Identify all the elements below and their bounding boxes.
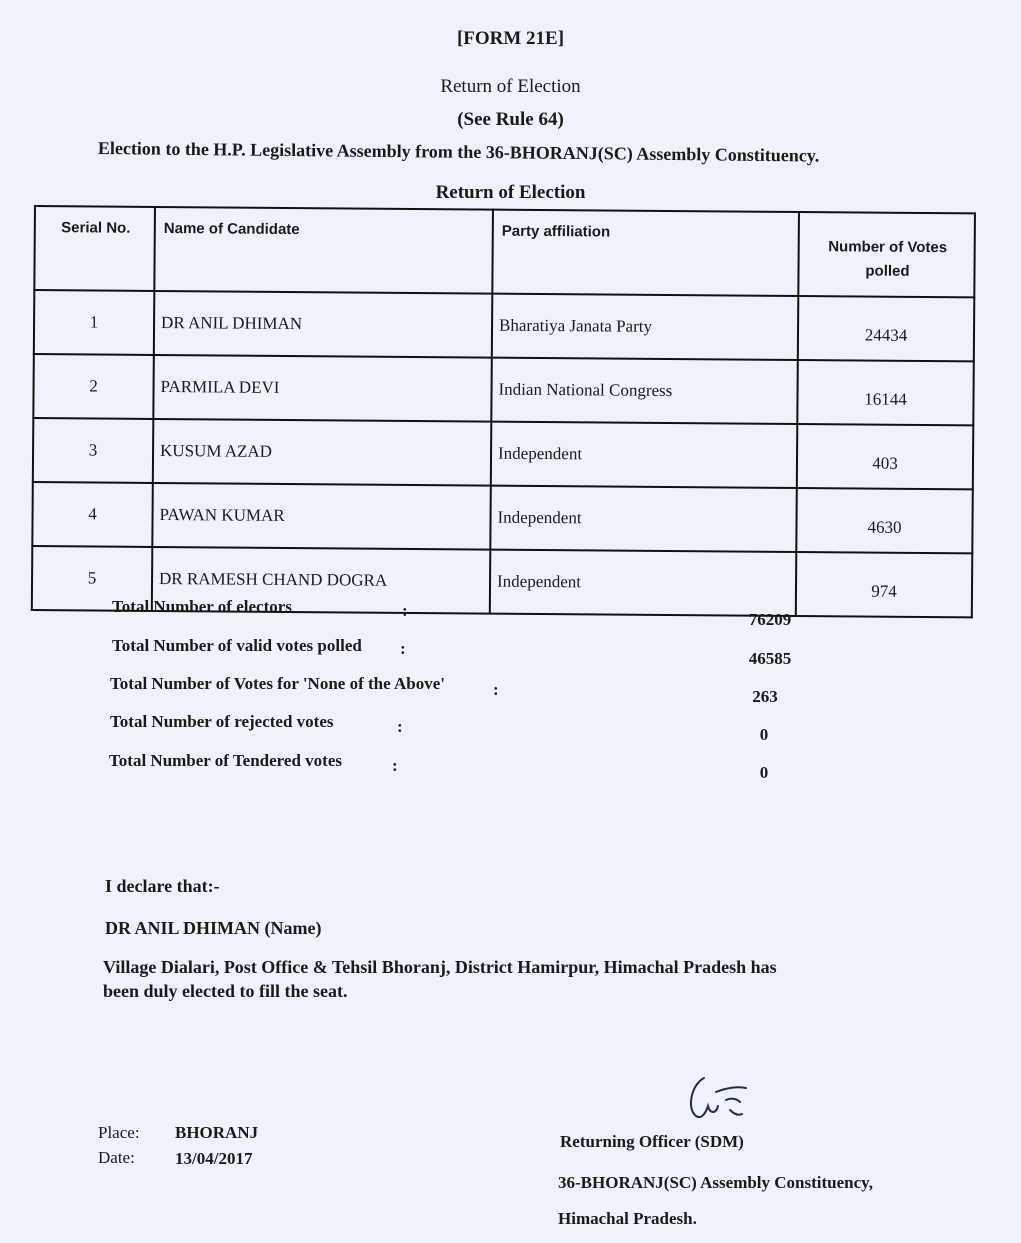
total-valid-votes-colon: :	[400, 639, 406, 658]
votes-cell: 4630	[796, 488, 972, 553]
election-heading: Election to the H.P. Legislative Assembly from the 36-BHORANJ(SC) Assembly Constituency.	[97, 138, 820, 166]
candidate-name-cell: KUSUM AZAD	[153, 419, 491, 486]
date-label: Date:	[98, 1148, 135, 1167]
column-header-name: Name of Candidate	[154, 207, 493, 294]
votes-cell: 16144	[797, 360, 973, 425]
party-cell: Indian National Congress	[491, 358, 797, 424]
total-nota-colon: :	[493, 680, 499, 699]
officer-state: Himachal Pradesh.	[558, 1209, 697, 1228]
returning-officer-title: Returning Officer (SDM)	[560, 1132, 744, 1151]
column-header-party: Party affiliation	[492, 210, 799, 296]
total-rejected-colon: :	[397, 717, 403, 736]
candidate-name-cell: DR ANIL DHIMAN	[154, 291, 492, 358]
serial-cell: 2	[33, 354, 153, 419]
total-rejected-value: 0	[759, 725, 769, 744]
table-row	[33, 418, 973, 489]
column-header-votes: Number of Votes polled	[798, 212, 975, 297]
candidate-name-cell: DR RAMESH CHAND DOGRA	[152, 547, 490, 614]
place-value: BHORANJ	[175, 1123, 259, 1142]
date-value: 13/04/2017	[175, 1149, 253, 1168]
declaration-text: Village Dialari, Post Office & Tehsil Bhoranj, District Hamirpur, Himachal Pradesh has been duly elected to fill the seat.	[103, 957, 777, 1001]
total-rejected-label: Total Number of rejected votes	[110, 712, 334, 731]
total-valid-votes-value: 46585	[748, 649, 792, 668]
total-tendered-colon: :	[392, 756, 398, 775]
total-tendered-label: Total Number of Tendered votes	[109, 751, 342, 770]
table-row	[34, 290, 974, 361]
total-valid-votes-label: Total Number of valid votes polled	[112, 636, 362, 655]
table-row	[33, 354, 973, 425]
party-cell: Independent	[490, 550, 796, 616]
total-nota-value: 263	[752, 687, 778, 706]
total-electors-value: 76209	[748, 610, 792, 629]
serial-cell: 5	[32, 546, 152, 611]
table-row	[32, 482, 972, 553]
elected-candidate-name: DR ANIL DHIMAN (Name)	[105, 918, 322, 938]
total-nota-label: Total Number of Votes for 'None of the Above'	[110, 674, 445, 693]
total-tendered-value: 0	[759, 763, 769, 782]
officer-signature	[682, 1070, 752, 1130]
serial-cell: 4	[32, 482, 152, 547]
party-cell: Bharatiya Janata Party	[492, 294, 798, 360]
serial-cell: 3	[33, 418, 153, 483]
results-table	[31, 205, 976, 618]
officer-constituency: 36-BHORANJ(SC) Assembly Constituency,	[558, 1173, 873, 1192]
rule-reference: (See Rule 64)	[457, 109, 564, 130]
place-label: Place:	[98, 1123, 140, 1142]
candidate-name-cell: PARMILA DEVI	[153, 355, 491, 422]
party-cell: Independent	[490, 486, 796, 552]
declaration-intro: I declare that:-	[105, 876, 220, 896]
votes-cell: 974	[796, 552, 972, 617]
total-electors-colon: :	[402, 601, 408, 620]
candidate-name-cell: PAWAN KUMAR	[152, 483, 490, 550]
document-title: Return of Election	[440, 76, 581, 97]
table-header-row	[34, 206, 975, 297]
form-number: [FORM 21E]	[456, 28, 565, 49]
column-header-serial: Serial No.	[34, 206, 155, 291]
table-title: Return of Election	[435, 182, 586, 203]
votes-cell: 403	[797, 424, 973, 489]
votes-cell: 24434	[798, 296, 974, 361]
total-electors-label: Total Number of electors	[112, 597, 292, 616]
serial-cell: 1	[34, 290, 154, 355]
party-cell: Independent	[491, 422, 797, 488]
